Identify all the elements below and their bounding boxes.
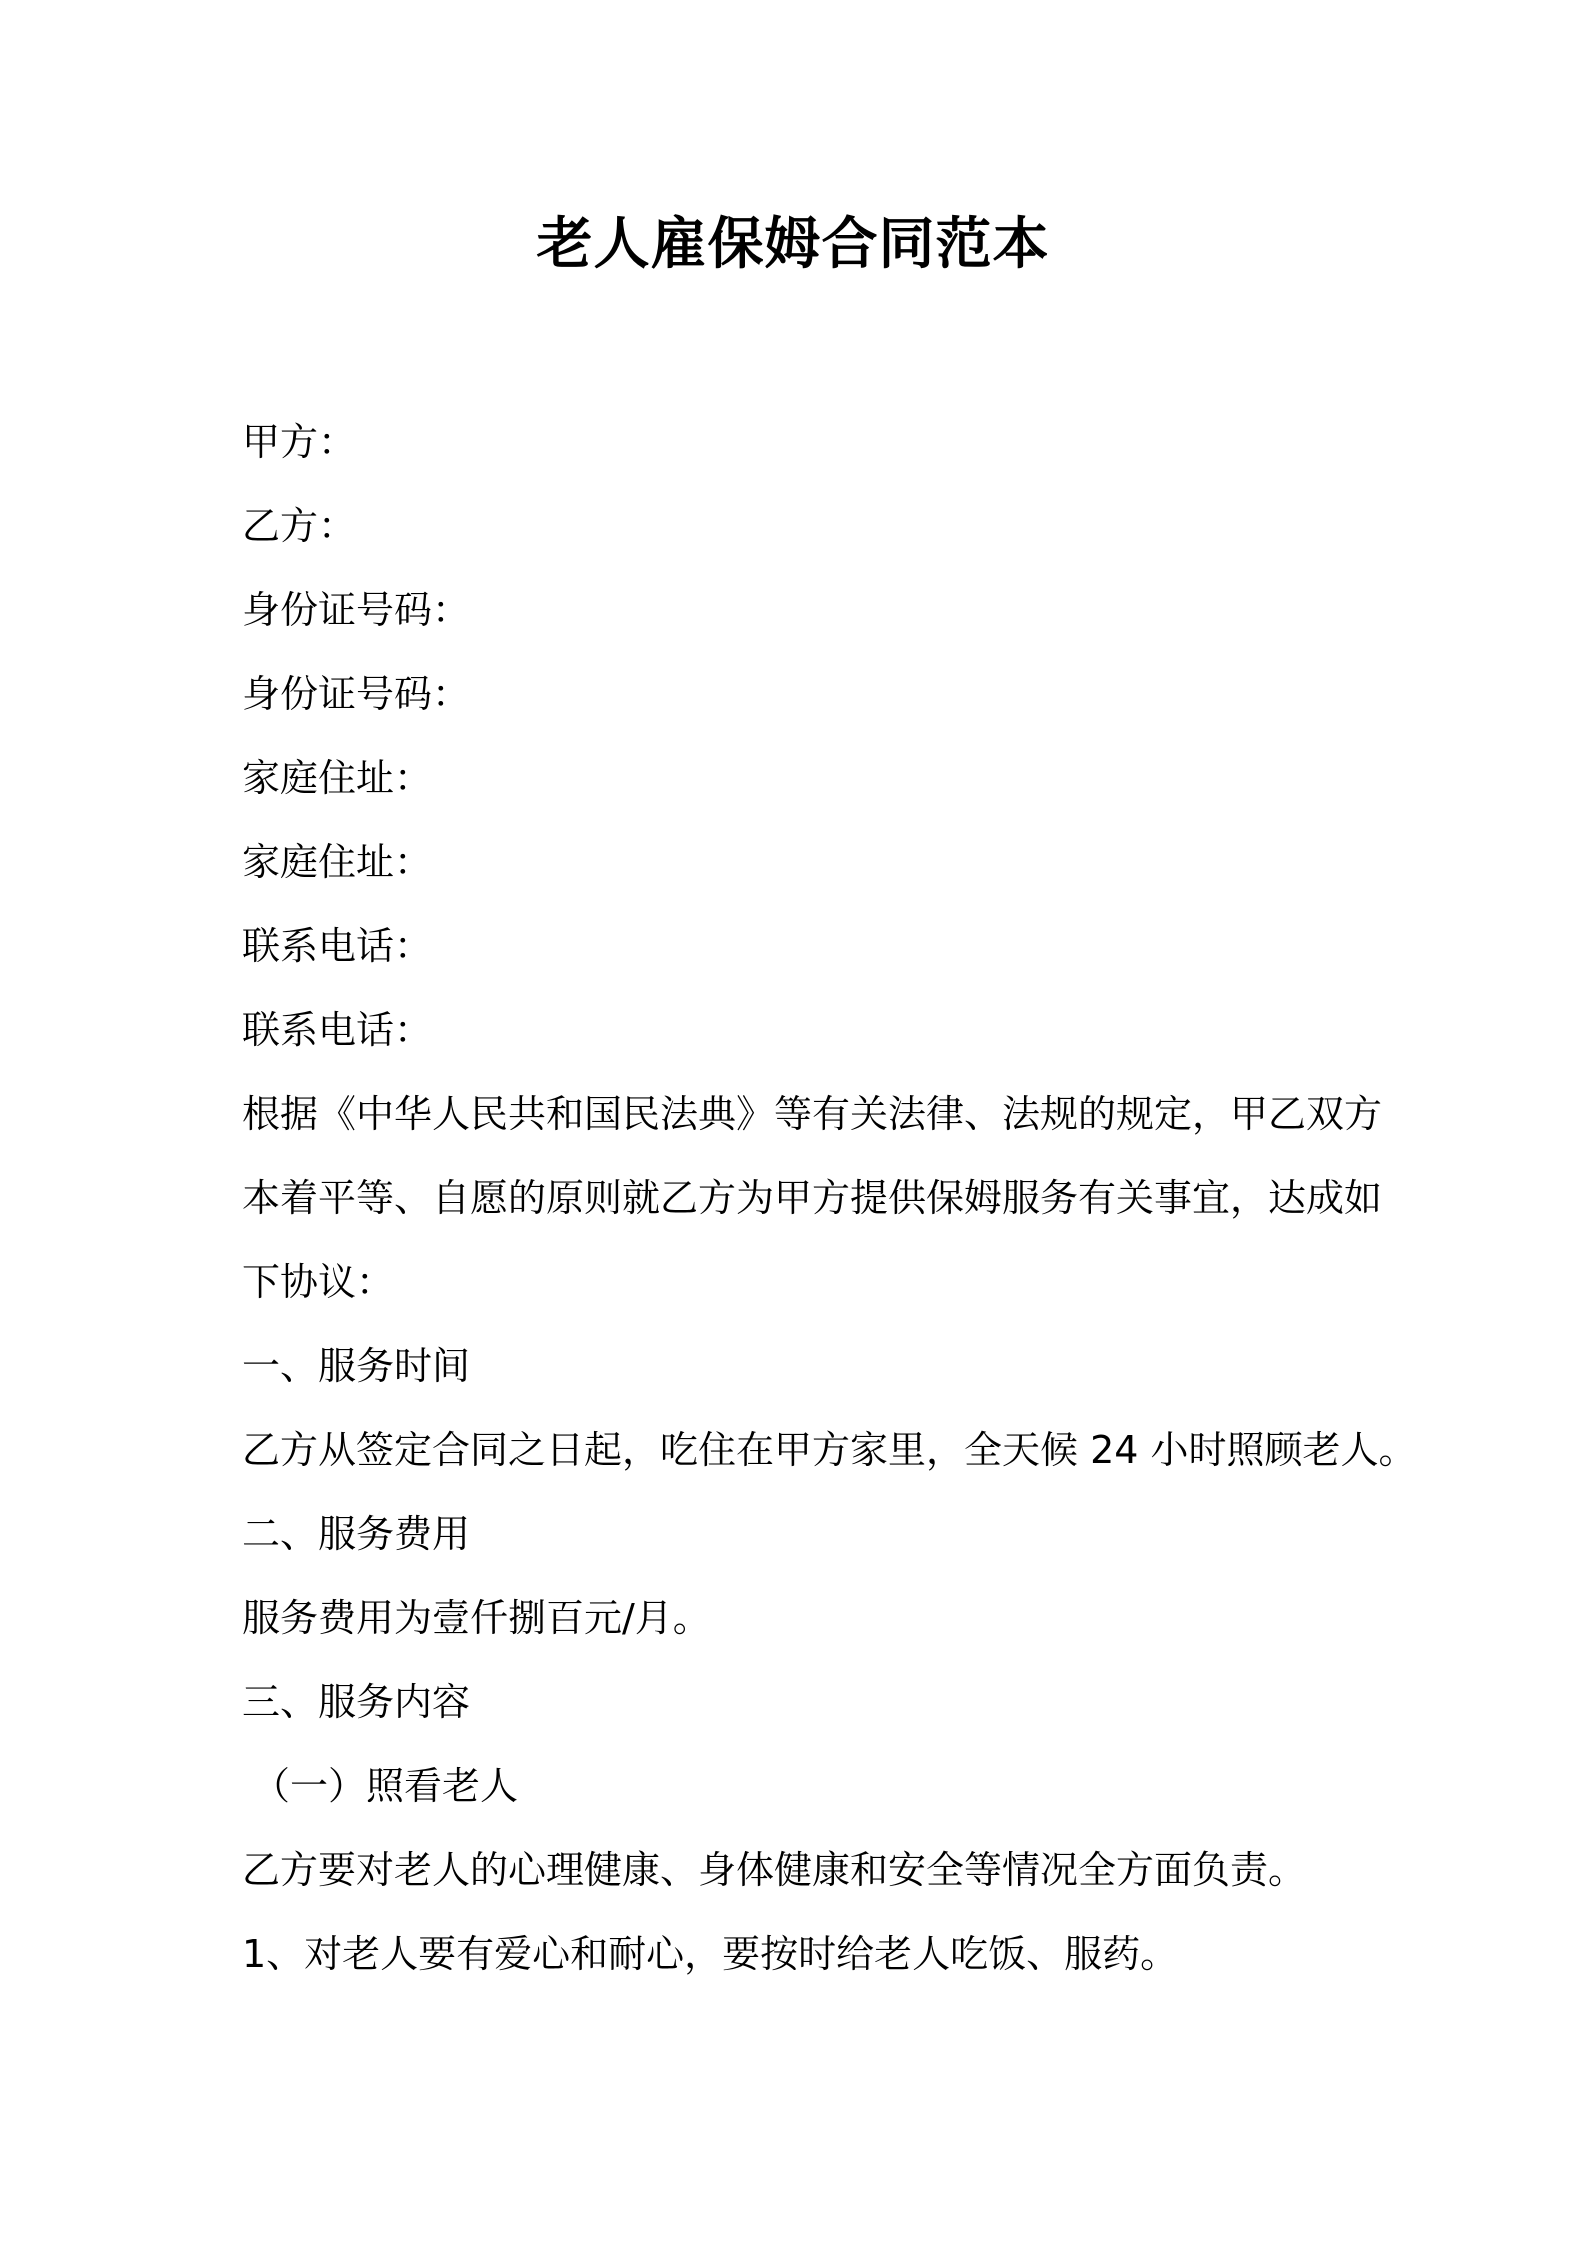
preamble-line: 根据《中华人民共和国民法典》等有关法律、法规的规定，甲乙双方 xyxy=(242,1092,1383,1136)
phone-line: 联系电话： xyxy=(242,1008,433,1052)
section-heading: 二、服务费用 xyxy=(242,1512,471,1556)
id-number-line: 身份证号码： xyxy=(242,672,471,716)
paragraph-line: 乙方要对老人的心理健康、身体健康和安全等情况全方面负责。 xyxy=(242,1848,1307,1892)
home-address-line: 家庭住址： xyxy=(242,840,433,884)
section-heading: 三、服务内容 xyxy=(242,1680,471,1724)
document-body xyxy=(242,400,1417,1996)
phone-line: 联系电话： xyxy=(242,924,433,968)
preamble-line: 本着平等、自愿的原则就乙方为甲方提供保姆服务有关事宜，达成如 xyxy=(242,1176,1383,1220)
subsection-heading: （一）照看老人 xyxy=(252,1764,519,1808)
party-b-line: 乙方： xyxy=(242,504,357,548)
section-heading: 一、服务时间 xyxy=(242,1344,471,1388)
id-number-line: 身份证号码： xyxy=(242,588,471,632)
document-title: 老人雇保姆合同范本 xyxy=(536,212,1050,277)
paragraph-line: 乙方从签定合同之日起，吃住在甲方家里，全天候 24 小时照顾老人。 xyxy=(242,1428,1417,1472)
list-item: 1、对老人要有爱心和耐心，要按时给老人吃饭、服药。 xyxy=(242,1932,1179,1976)
preamble-line: 下协议： xyxy=(242,1260,395,1304)
party-a-line: 甲方： xyxy=(242,420,357,464)
paragraph-line: 服务费用为壹仟捌百元/月。 xyxy=(242,1596,711,1640)
home-address-line: 家庭住址： xyxy=(242,756,433,800)
